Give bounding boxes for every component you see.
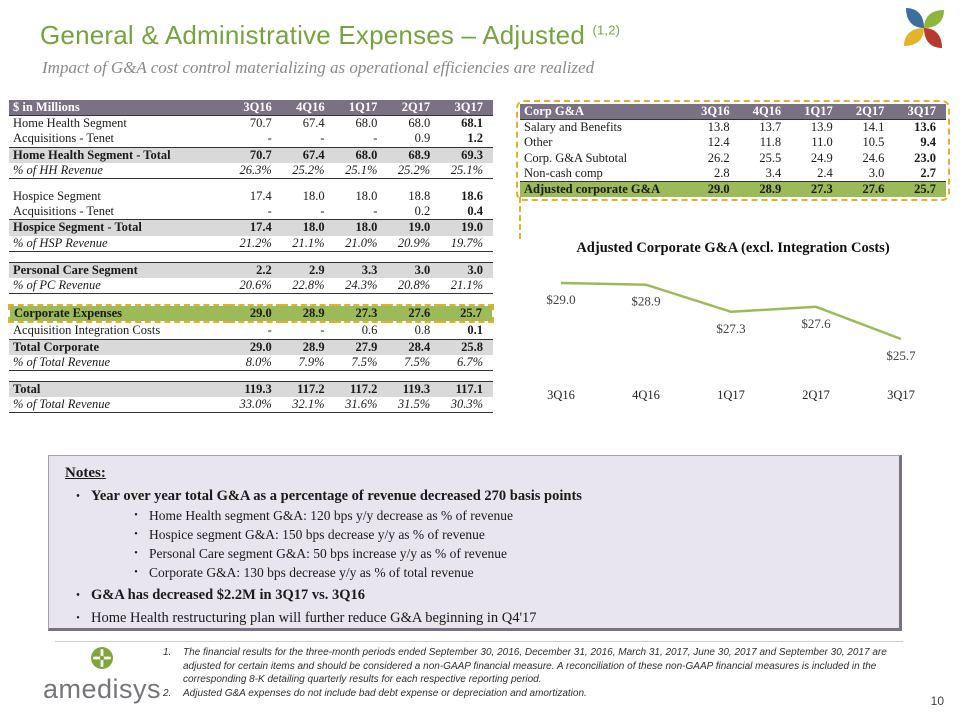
spacer-cell: [9, 251, 493, 262]
table-row: [9, 236, 493, 252]
cell-value: 70.7: [229, 147, 282, 163]
cell-value: 68.0: [335, 147, 388, 163]
cell-value: 69.3: [440, 147, 493, 163]
note-bullet: [65, 488, 883, 505]
note-text: Corporate G&A: 130 bps decrease y/y as % of total revenue: [149, 565, 474, 580]
table-row: [9, 251, 493, 262]
row-label: % of Total Revenue: [9, 397, 229, 413]
cell-value: 18.0: [302, 189, 325, 204]
note-bullet: [123, 546, 883, 562]
financial-table: [520, 104, 946, 197]
cell-value: 13.8: [707, 120, 730, 135]
cell-value: 29.0: [229, 305, 282, 322]
bullet-icon: •: [76, 491, 80, 502]
x-axis-label: 3Q17: [887, 388, 915, 402]
cell-value: 8.0%: [229, 355, 282, 371]
cell-value: 32.1%: [282, 397, 335, 413]
cell-value: 68.0: [408, 116, 431, 131]
column-header: 3Q16: [229, 100, 282, 116]
cell-value: 117.2: [282, 382, 335, 398]
cell-value: 31.6%: [335, 397, 388, 413]
cell-value: 67.4: [302, 116, 325, 131]
cell-value: 27.3: [335, 305, 388, 322]
cell-value: 2.2: [229, 262, 282, 278]
cell-value: 17.4: [249, 189, 272, 204]
cell-value: 33.0%: [229, 397, 282, 413]
page-title-text: General & Administrative Expenses – Adjusted: [40, 20, 585, 50]
row-label: Hospice Segment - Total: [9, 220, 229, 236]
cell-value: 25.8: [440, 339, 493, 355]
column-header: 4Q16: [740, 104, 792, 120]
cell-value: 13.6: [914, 120, 936, 135]
cell-value: 2.7: [920, 165, 936, 180]
financial-table: [8, 100, 494, 413]
cell-value: -: [320, 204, 325, 219]
column-header: $ in Millions: [9, 100, 229, 116]
cell-value: -: [373, 131, 378, 146]
cell-value: 18.0: [335, 220, 388, 236]
column-header: 3Q17: [440, 100, 493, 116]
cell-value: 13.9: [810, 120, 833, 135]
table-row: [9, 163, 493, 179]
table-row: [520, 151, 946, 166]
page-number: 10: [930, 694, 944, 708]
note-bullet: [65, 610, 883, 627]
cell-value: 22.8%: [282, 278, 335, 294]
notes-box: [48, 455, 902, 631]
header-row: [9, 100, 493, 116]
cell-value: 13.7: [759, 120, 782, 135]
cell-value: 9.4: [920, 135, 936, 150]
cell-value: 117.1: [440, 382, 493, 398]
cell-value: 7.9%: [282, 355, 335, 371]
row-label: Personal Care Segment: [9, 262, 229, 278]
cell-value: 29.0: [229, 339, 282, 355]
row-label: Non-cash comp: [524, 165, 603, 180]
cell-value: 7.5%: [387, 355, 440, 371]
cell-value: 24.3%: [335, 278, 388, 294]
header-row: [520, 104, 946, 120]
cell-value: 21.1%: [282, 236, 335, 252]
column-header: 3Q17: [894, 104, 946, 120]
cell-value: 3.4: [765, 165, 782, 180]
column-header: 1Q17: [335, 100, 388, 116]
footnote: [163, 646, 907, 687]
row-label: % of Total Revenue: [9, 355, 229, 371]
row-label: Acquisitions - Tenet: [13, 131, 114, 146]
cell-value: 1.2: [467, 131, 483, 146]
table-row: [9, 278, 493, 294]
bullet-icon: •: [134, 567, 138, 578]
data-label: $29.0: [546, 292, 576, 307]
cell-value: 25.7: [440, 305, 493, 322]
cell-value: 18.0: [355, 189, 378, 204]
corp-gna-table: [516, 100, 950, 201]
cell-value: 25.5: [759, 150, 782, 165]
line-chart: [516, 261, 950, 406]
cell-value: 21.2%: [229, 236, 282, 252]
cell-value: 23.0: [914, 150, 936, 165]
table-row: [9, 397, 493, 413]
cell-value: 30.3%: [440, 397, 493, 413]
table-row: [9, 220, 493, 236]
footnote-text: The financial results for the three-month periods ended September 30, 2016, December 31, 2016, March 31, 2017, June 30, 2017 and September 30, 2017 are adjusted for certain items and should be considered a non-GAAP financial measure. A reconciliation of these non-GAAP financial measures is included in the corresponding 8-K detailing quarterly results for each respective reporting period.: [183, 647, 887, 685]
table-row: [9, 305, 493, 322]
cell-value: 11.8: [759, 135, 782, 150]
cell-value: 0.4: [467, 204, 483, 219]
note-bullet: [65, 587, 883, 604]
adjusted-corp-gna-chart: [516, 240, 950, 406]
table-row: [520, 166, 946, 182]
cell-value: 27.9: [335, 339, 388, 355]
data-label: $28.9: [631, 293, 661, 309]
cell-value: -: [373, 204, 378, 219]
x-axis-label: 2Q17: [802, 388, 830, 402]
table-row: [9, 382, 493, 398]
cell-value: 0.6: [361, 323, 378, 338]
cell-value: 14.1: [862, 120, 885, 135]
cell-value: 19.7%: [440, 236, 493, 252]
table-row: [9, 179, 493, 190]
cell-value: 20.6%: [229, 278, 282, 294]
cell-value: 25.2%: [387, 163, 440, 179]
cell-value: 11.0: [811, 135, 833, 150]
footnote: [163, 687, 907, 701]
table-row: [9, 131, 493, 147]
column-header: 4Q16: [282, 100, 335, 116]
cell-value: 68.1: [461, 116, 483, 131]
cell-value: 24.6: [862, 150, 885, 165]
cell-value: 18.8: [408, 189, 431, 204]
note-bullet: [123, 527, 883, 543]
cell-value: 18.0: [282, 220, 335, 236]
notes-list: [65, 488, 883, 627]
cell-value: 20.8%: [387, 278, 440, 294]
bullet-icon: •: [134, 510, 138, 521]
cell-value: 21.0%: [335, 236, 388, 252]
row-label: Corp. G&A Subtotal: [524, 150, 628, 165]
cell-value: -: [320, 323, 325, 338]
chart-title: Adjusted Corporate G&A (excl. Integration Costs): [576, 240, 890, 256]
table-row: [9, 339, 493, 355]
note-bullet: [123, 565, 883, 581]
table-row: [520, 182, 946, 198]
page-subtitle: Impact of G&A cost control materializing as operational efficiencies are realized: [42, 58, 595, 77]
note-text: Home Health restructuring plan will further reduce G&A beginning in Q4'17: [91, 610, 537, 626]
column-header: 1Q17: [791, 104, 843, 120]
cell-value: 26.2: [707, 150, 730, 165]
amedisys-compass-icon: [90, 657, 114, 674]
cell-value: 3.0: [387, 262, 440, 278]
footnote-text: Adjusted G&A expenses do not include bad debt expense or depreciation and amortization.: [183, 687, 587, 699]
cell-value: 12.4: [707, 135, 730, 150]
data-label: $27.3: [716, 320, 746, 336]
cell-value: 19.0: [387, 220, 440, 236]
note-bullet: [123, 508, 883, 524]
table-row: [9, 262, 493, 278]
cell-value: 2.4: [817, 165, 833, 180]
cell-value: 29.0: [688, 182, 740, 198]
cell-value: 21.1%: [440, 278, 493, 294]
row-label: Home Health Segment - Total: [9, 147, 229, 163]
cell-value: 17.4: [229, 220, 282, 236]
row-label: Hospice Segment: [13, 189, 101, 204]
row-label: Total Corporate: [9, 339, 229, 355]
data-label: $25.7: [886, 348, 916, 363]
corp-gna-panel: [516, 100, 950, 201]
note-text: Home Health segment G&A: 120 bps y/y decrease as % of revenue: [149, 508, 514, 523]
company-pinwheel-logo-icon: [902, 8, 946, 53]
cell-value: 0.8: [414, 323, 431, 338]
row-label: Adjusted corporate G&A: [520, 182, 688, 198]
cell-value: 18.6: [461, 189, 483, 204]
cell-value: 27.3: [791, 182, 843, 198]
cell-value: 117.2: [335, 382, 388, 398]
segment-expenses-table: [8, 100, 494, 413]
note-text: G&A has decreased $2.2M in 3Q17 vs. 3Q16: [91, 587, 366, 603]
cell-value: 31.5%: [387, 397, 440, 413]
bullet-icon: •: [76, 590, 80, 601]
table-row: [9, 322, 493, 339]
cell-value: 28.4: [387, 339, 440, 355]
spacer-cell: [9, 179, 493, 190]
row-label: Salary and Benefits: [524, 120, 622, 135]
x-axis-label: 3Q16: [547, 388, 575, 402]
cell-value: 27.6: [843, 182, 895, 198]
cell-value: 10.5: [862, 135, 885, 150]
column-header: 2Q17: [387, 100, 440, 116]
row-label: Home Health Segment: [13, 116, 127, 131]
cell-value: 68.9: [387, 147, 440, 163]
cell-value: 2.9: [282, 262, 335, 278]
cell-value: 0.1: [467, 323, 483, 338]
cell-value: 25.1%: [335, 163, 388, 179]
cell-value: 3.0: [440, 262, 493, 278]
cell-value: 7.5%: [335, 355, 388, 371]
table-row: [9, 116, 493, 132]
cell-value: 3.3: [335, 262, 388, 278]
cell-value: 70.7: [249, 116, 272, 131]
table-row: [9, 204, 493, 220]
cell-value: 2.8: [713, 165, 730, 180]
spacer-cell: [9, 371, 493, 382]
title-footnote-marker: (1,2): [592, 22, 621, 38]
cell-value: 19.0: [440, 220, 493, 236]
footnotes: [163, 646, 907, 700]
table-row: [520, 135, 946, 150]
cell-value: 27.6: [387, 305, 440, 322]
cell-value: 68.0: [355, 116, 378, 131]
cell-value: 25.2%: [282, 163, 335, 179]
cell-value: 3.0: [868, 165, 885, 180]
cell-value: 26.3%: [229, 163, 282, 179]
cell-value: -: [320, 131, 325, 146]
cell-value: 119.3: [229, 382, 282, 398]
table-row: [9, 189, 493, 204]
table-row: [9, 147, 493, 163]
cell-value: 0.2: [414, 204, 431, 219]
row-label: Corporate Expenses: [9, 305, 229, 322]
cell-value: 20.9%: [387, 236, 440, 252]
cell-value: 25.7: [894, 182, 946, 198]
table-row: [9, 371, 493, 382]
note-text: Hospice segment G&A: 150 bps decrease y/y as % of revenue: [149, 527, 485, 542]
x-axis-label: 1Q17: [717, 388, 745, 402]
cell-value: -: [267, 204, 272, 219]
bullet-icon: •: [76, 613, 80, 624]
cell-value: 25.1%: [440, 163, 493, 179]
row-label: % of HSP Revenue: [9, 236, 229, 252]
data-label: $27.6: [801, 315, 831, 331]
cell-value: 24.9: [810, 150, 833, 165]
amedisys-logo: [34, 646, 170, 703]
row-label: Acquisition Integration Costs: [13, 323, 161, 338]
notes-title: Notes:: [65, 465, 106, 481]
row-label: Acquisitions - Tenet: [13, 204, 114, 219]
x-axis-label: 4Q16: [632, 388, 660, 402]
footnote-number: 1.: [163, 647, 172, 658]
cell-value: 28.9: [740, 182, 792, 198]
column-header: 2Q17: [843, 104, 895, 120]
row-label: % of HH Revenue: [9, 163, 229, 179]
row-label: Total: [9, 382, 229, 398]
column-header: Corp G&A: [520, 104, 688, 120]
cell-value: 6.7%: [440, 355, 493, 371]
footnote-number: 2.: [163, 687, 172, 699]
cell-value: 119.3: [387, 382, 440, 398]
cell-value: 67.4: [282, 147, 335, 163]
cell-value: -: [267, 131, 272, 146]
table-row: [9, 294, 493, 306]
dashed-connector-line: [519, 197, 521, 239]
table-row: [9, 355, 493, 371]
cell-value: -: [267, 323, 272, 338]
page-title: [40, 20, 620, 51]
row-label: Other: [524, 135, 553, 150]
footer-divider: [55, 641, 903, 642]
spacer-cell: [9, 294, 493, 306]
row-label: % of PC Revenue: [9, 278, 229, 294]
column-header: 3Q16: [688, 104, 740, 120]
amedisys-wordmark: amedisys: [42, 674, 162, 704]
cell-value: 28.9: [282, 339, 335, 355]
cell-value: 28.9: [282, 305, 335, 322]
note-text: Year over year total G&A as a percentage of revenue decreased 270 basis points: [91, 488, 582, 504]
bullet-icon: •: [134, 529, 138, 540]
cell-value: 0.9: [414, 131, 431, 146]
table-row: [520, 120, 946, 136]
bullet-icon: •: [134, 548, 138, 559]
note-text: Personal Care segment G&A: 50 bps increase y/y as % of revenue: [149, 546, 508, 561]
